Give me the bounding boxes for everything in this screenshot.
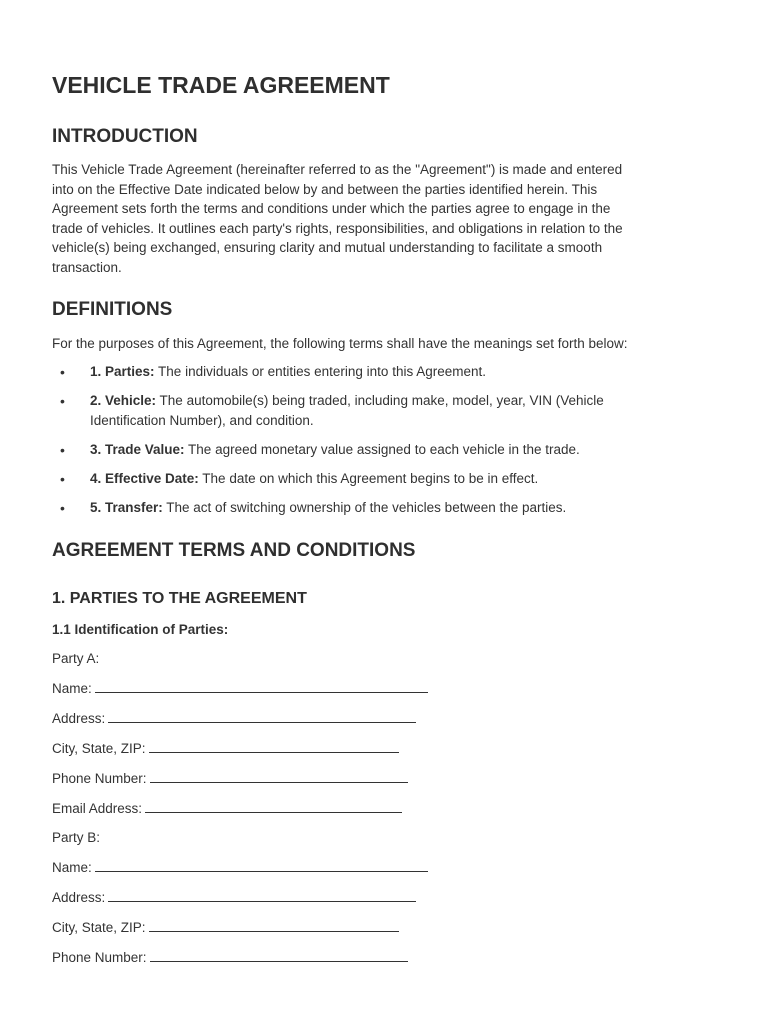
party-b-city-row bbox=[52, 918, 720, 937]
introduction-paragraph bbox=[52, 160, 720, 278]
field-label: Email Address: bbox=[52, 800, 143, 816]
party-b-address-row bbox=[52, 888, 720, 907]
bullet-icon: • bbox=[60, 364, 65, 381]
field-label: Phone Number: bbox=[52, 770, 147, 786]
definition-term: 1. Parties: bbox=[90, 364, 155, 380]
bullet-icon: • bbox=[60, 441, 65, 458]
city-state-zip-blank[interactable] bbox=[149, 739, 399, 753]
field-label: Address: bbox=[52, 889, 106, 905]
party-b-name-row bbox=[52, 858, 720, 877]
definitions-intro: For the purposes of this Agreement, the following terms shall have the meanings set forth below: bbox=[52, 335, 628, 351]
definition-term: 2. Vehicle: bbox=[90, 393, 157, 409]
section-heading: 1. PARTIES TO THE AGREEMENT bbox=[52, 589, 307, 607]
party-a-city-row bbox=[52, 739, 720, 758]
email-address-blank[interactable] bbox=[145, 799, 402, 813]
city-state-zip-blank[interactable] bbox=[149, 918, 399, 932]
phone-number-blank[interactable] bbox=[150, 769, 408, 783]
introduction-line: Agreement sets forth the terms and conditions under which the parties agree to engage in the bbox=[52, 201, 611, 217]
field-label: City, State, ZIP: bbox=[52, 919, 146, 935]
party-a-phone-row bbox=[52, 769, 720, 788]
list-item bbox=[52, 469, 720, 489]
list-item bbox=[52, 498, 720, 518]
definition-text: The act of switching ownership of the vehicles between the parties. bbox=[162, 500, 567, 516]
bullet-icon: • bbox=[60, 500, 65, 517]
address-blank[interactable] bbox=[108, 888, 416, 902]
bullet-icon: • bbox=[60, 393, 65, 410]
field-label: Name: bbox=[52, 680, 92, 696]
introduction-line: vehicle(s) being exchanged, ensuring clarity and mutual understanding to facilitate a smooth bbox=[52, 240, 603, 256]
definition-text-continued: Identification Number), and condition. bbox=[90, 412, 314, 428]
party-a-name-row bbox=[52, 679, 720, 698]
introduction-line: trade of vehicles. It outlines each party's rights, responsibilities, and obligations in relation to the bbox=[52, 220, 623, 236]
introduction-line: This Vehicle Trade Agreement (hereinafter referred to as the "Agreement") is made and entered bbox=[52, 162, 623, 177]
definition-text: The agreed monetary value assigned to each vehicle in the trade. bbox=[184, 441, 580, 457]
bullet-icon: • bbox=[60, 471, 65, 488]
list-item bbox=[52, 391, 720, 430]
definition-term: 3. Trade Value: bbox=[90, 441, 185, 457]
definition-text: The date on which this Agreement begins to be in effect. bbox=[198, 471, 539, 487]
phone-number-blank[interactable] bbox=[150, 948, 408, 962]
party-b-phone-row bbox=[52, 948, 720, 967]
document-title: VEHICLE TRADE AGREEMENT bbox=[52, 72, 390, 98]
field-label: Address: bbox=[52, 710, 106, 726]
party-a-email-row bbox=[52, 799, 720, 818]
definition-text: The automobile(s) being traded, including make, model, year, VIN (Vehicle bbox=[156, 393, 604, 409]
document-page bbox=[52, 72, 720, 967]
definitions-list bbox=[52, 362, 720, 518]
party-b-label: Party B: bbox=[52, 829, 101, 845]
definitions-heading: DEFINITIONS bbox=[52, 298, 173, 320]
list-item bbox=[52, 440, 720, 460]
introduction-heading: INTRODUCTION bbox=[52, 126, 198, 147]
introduction-line: transaction. bbox=[52, 259, 122, 275]
party-a-address-row bbox=[52, 709, 720, 728]
name-blank[interactable] bbox=[95, 858, 428, 872]
subsection-heading: 1.1 Identification of Parties: bbox=[52, 621, 229, 637]
definition-term: 5. Transfer: bbox=[90, 500, 163, 516]
introduction-line: into on the Effective Date indicated below by and between the parties identified herein. This bbox=[52, 181, 598, 197]
definition-term: 4. Effective Date: bbox=[90, 471, 199, 487]
field-label: City, State, ZIP: bbox=[52, 740, 146, 756]
terms-heading: AGREEMENT TERMS AND CONDITIONS bbox=[52, 539, 416, 561]
party-a-label: Party A: bbox=[52, 650, 100, 666]
list-item bbox=[52, 362, 720, 382]
field-label: Phone Number: bbox=[52, 949, 147, 965]
field-label: Name: bbox=[52, 859, 92, 875]
definition-text: The individuals or entities entering into this Agreement. bbox=[154, 364, 486, 380]
name-blank[interactable] bbox=[95, 679, 428, 693]
address-blank[interactable] bbox=[108, 709, 416, 723]
